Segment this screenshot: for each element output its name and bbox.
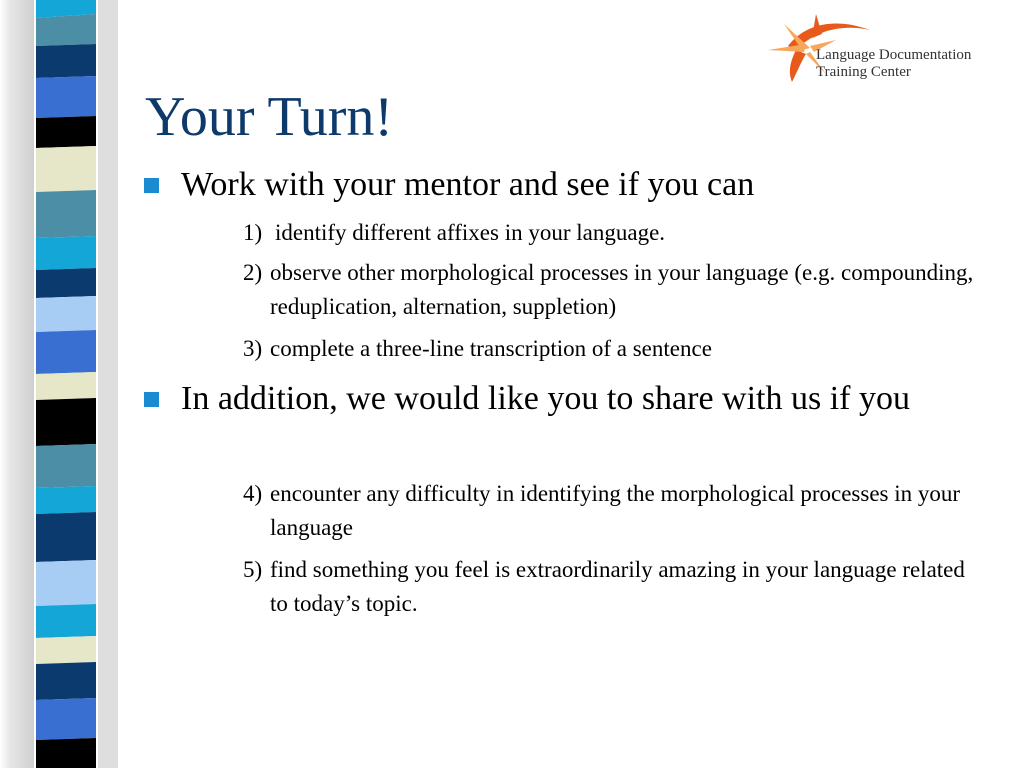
square-bullet-icon: [144, 178, 159, 193]
logo-line-1: Language Documentation: [816, 47, 972, 63]
item-text: complete a three-line transcription of a sentence: [270, 336, 712, 361]
item-number: 5): [243, 557, 263, 582]
item-text: encounter any difficulty in identifying the morphological processes in your language: [270, 481, 961, 540]
bullet-work-with-mentor: [144, 165, 984, 205]
item-text: observe other morphological processes in your language (e.g. compounding, reduplication, alternation, suppletion): [270, 260, 974, 319]
item-text: find something you feel is extraordinarily amazing in your language related to today’s topic.: [270, 557, 965, 616]
list-item: [243, 553, 983, 621]
bullet-text: In addition, we would like you to share with us if you: [181, 380, 911, 417]
item-number: 2): [243, 260, 263, 285]
ldtc-logo: [766, 10, 986, 90]
logo-text: [816, 47, 971, 81]
item-number: 3): [243, 336, 263, 361]
bullet-text: Work with your mentor and see if you can: [181, 166, 755, 203]
item-number: 1): [243, 220, 263, 245]
list-item: [243, 216, 983, 250]
bullet-in-addition: [144, 379, 984, 419]
square-bullet-icon: [144, 392, 159, 407]
list-item: [243, 477, 983, 545]
logo-line-2: Training Center: [816, 64, 911, 80]
slide-title: Your Turn!: [145, 86, 394, 148]
item-number: 4): [243, 481, 263, 506]
item-text: identify different affixes in your language.: [275, 220, 666, 245]
decorative-stripe: [0, 0, 118, 768]
list-item: [243, 332, 983, 366]
list-item: [243, 256, 983, 324]
